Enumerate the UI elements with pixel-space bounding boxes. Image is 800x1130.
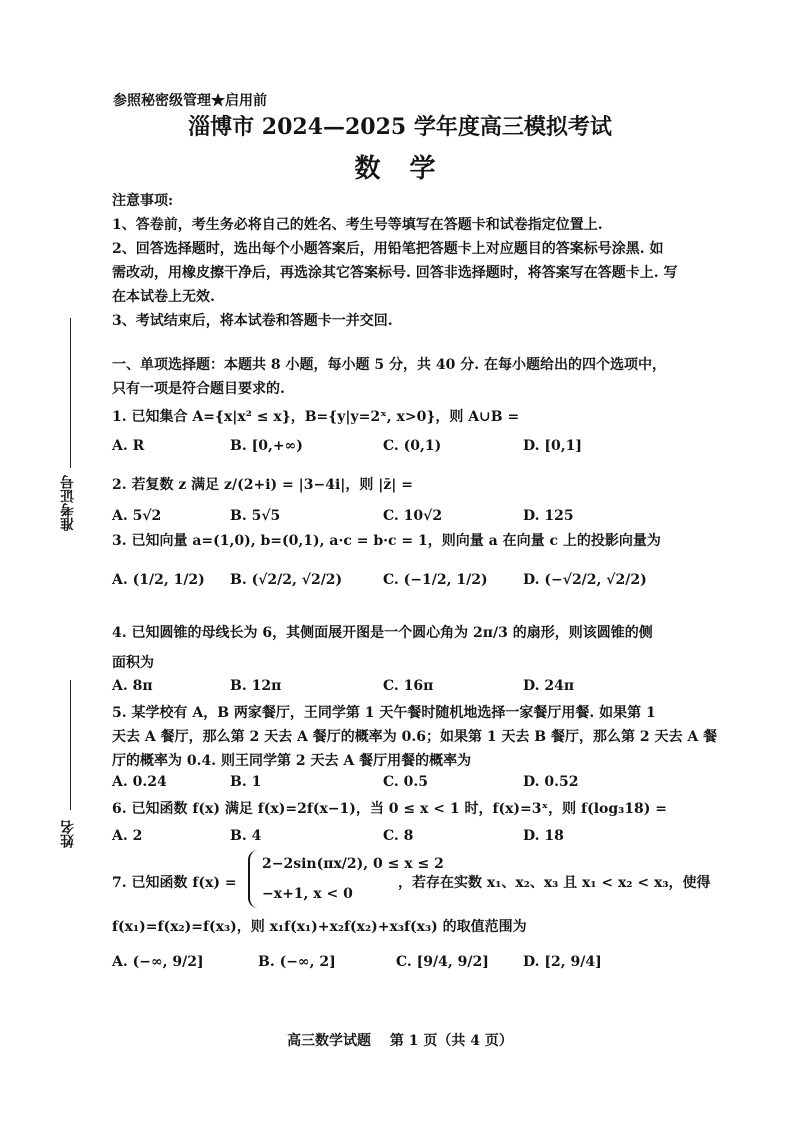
q6-option-d: D. 18 — [523, 828, 564, 844]
q1-option-c: C. (0,1) — [383, 438, 442, 454]
question-7-stem-cont: f(x₁)=f(x₂)=f(x₃)，则 x₁f(x₁)+x₂f(x₂)+x₃f(x₃) 的取值范围为 — [112, 919, 527, 935]
secret-note: 参照秘密级管理★启用前 — [113, 93, 267, 109]
question-6-stem: 6. 已知函数 f(x) 满足 f(x)=2f(x−1)，当 0 ≤ x < 1 时，f(x)=3ˣ，则 f(log₃18) = — [112, 801, 667, 817]
q3-option-a: A. (1/2, 1/2) — [112, 572, 205, 588]
q2-option-d: D. 125 — [523, 508, 574, 524]
question-1-stem: 1. 已知集合 A={x|x² ≤ x}，B={y|y=2ˣ, x>0}，则 A∪B = — [112, 409, 520, 425]
q5-option-a: A. 0.24 — [112, 774, 167, 790]
q1-option-a: A. R — [112, 438, 145, 454]
q6-option-c: C. 8 — [383, 828, 414, 844]
question-7-stem: 7. 已知函数 f(x) = — [112, 875, 237, 891]
q4-option-c: C. 16π — [383, 678, 434, 694]
q4-option-d: D. 24π — [523, 678, 575, 694]
q6-option-b: B. 4 — [230, 828, 262, 844]
q1-option-b: B. [0,+∞) — [230, 438, 303, 454]
question-5-stem: 5. 某学校有 A，B 两家餐厅，王同学第 1 天午餐时随机地选择一家餐厅用餐. 如果第 1 — [112, 705, 656, 721]
question-5-stem-end: 厅的概率为 0.4. 则王同学第 2 天去 A 餐厅用餐的概率为 — [112, 753, 472, 769]
q1-option-d: D. [0,1] — [523, 438, 582, 454]
piecewise-brace — [248, 850, 260, 908]
side-rule-bottom — [70, 680, 71, 810]
q4-option-b: B. 12π — [230, 678, 282, 694]
notice-item-2-end: 在本试卷上无效. — [112, 289, 215, 305]
notice-item-1: 1、答卷前，考生务必将自己的姓名、考生号等填写在答题卡和试卷指定位置上. — [112, 217, 603, 233]
q4-option-a: A. 8π — [112, 678, 153, 694]
question-4-stem: 4. 已知圆锥的母线长为 6，其侧面展开图是一个圆心角为 2π/3 的扇形，则该圆锥的侧 — [112, 625, 653, 641]
question-7-stem-post: ，若存在实数 x₁、x₂、x₃ 且 x₁ < x₂ < x₃，使得 — [398, 875, 711, 891]
notice-item-2: 2、回答选择题时，选出每个小题答案后，用铅笔把答题卡上对应题目的答案标号涂黑. 如 — [112, 241, 664, 257]
notice-item-3: 3、考试结束后，将本试卷和答题卡一并交回. — [112, 313, 393, 329]
q7-option-b: B. (−∞, 2] — [258, 954, 336, 970]
notice-title: 注意事项: — [112, 193, 174, 209]
side-label-exam-id: 准考证号 — [60, 475, 76, 531]
section-heading-cont: 只有一项是符合题目要求的. — [112, 381, 285, 397]
q7-case-1: 2−2sin(πx/2), 0 ≤ x ≤ 2 — [262, 856, 444, 872]
page-footer: 高三数学试题 第 1 页（共 4 页） — [287, 1033, 513, 1049]
q7-option-a: A. (−∞, 9/2] — [112, 954, 204, 970]
subject-title: 数 学 — [354, 154, 446, 184]
side-label-name: 姓名 — [60, 820, 76, 848]
q7-option-c: C. [9/4, 9/2] — [396, 954, 489, 970]
q6-option-a: A. 2 — [112, 828, 143, 844]
q7-case-2: −x+1, x < 0 — [262, 886, 353, 902]
q3-option-c: C. (−1/2, 1/2) — [383, 572, 488, 588]
q2-option-c: C. 10√2 — [383, 508, 443, 524]
q5-option-c: C. 0.5 — [383, 774, 429, 790]
q7-option-d: D. [2, 9/4] — [523, 954, 602, 970]
q5-option-d: D. 0.52 — [523, 774, 579, 790]
section-heading: 一、单项选择题：本题共 8 小题，每小题 5 分，共 40 分. 在每小题给出的四个选项中， — [112, 357, 666, 373]
q2-option-a: A. 5√2 — [112, 508, 162, 524]
q5-option-b: B. 1 — [230, 774, 262, 790]
notice-item-2-cont: 需改动，用橡皮擦干净后，再选涂其它答案标号. 回答非选择题时，将答案写在答题卡上. 写 — [112, 265, 678, 281]
exam-title: 淄博市 2024—2025 学年度高三模拟考试 — [188, 114, 612, 140]
q3-option-b: B. (√2/2, √2/2) — [230, 572, 343, 588]
question-2-stem: 2. 若复数 z 满足 z/(2+i) = |3−4i|，则 |z̄| = — [112, 477, 413, 493]
q2-option-b: B. 5√5 — [230, 508, 281, 524]
side-rule-top — [70, 318, 71, 468]
question-3-stem: 3. 已知向量 a=(1,0), b=(0,1), a·c = b·c = 1，则向量 a 在向量 c 上的投影向量为 — [112, 533, 661, 549]
question-5-stem-cont: 天去 A 餐厅，那么第 2 天去 A 餐厅的概率为 0.6；如果第 1 天去 B 餐厅，那么第 2 天去 A 餐 — [112, 729, 718, 745]
q3-option-d: D. (−√2/2, √2/2) — [523, 572, 647, 588]
question-4-stem-cont: 面积为 — [112, 655, 154, 671]
